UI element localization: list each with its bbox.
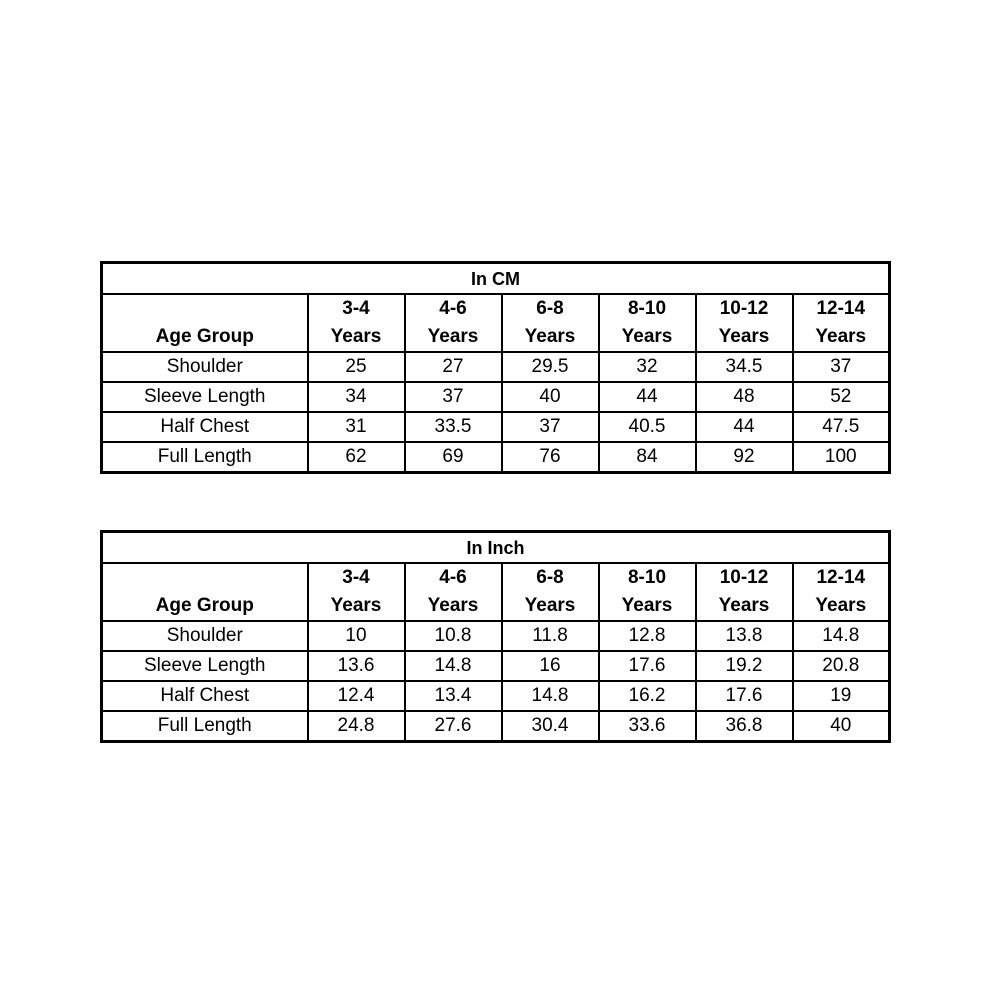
table-cell: 24.8 bbox=[308, 711, 405, 742]
table-cell: 16 bbox=[502, 651, 599, 681]
table-cell: 17.6 bbox=[696, 681, 793, 711]
column-header bbox=[502, 294, 599, 352]
column-header bbox=[696, 563, 793, 621]
table-cell: 27 bbox=[405, 352, 502, 382]
age-range: 4-6 bbox=[439, 298, 467, 319]
table-cell: 13.6 bbox=[308, 651, 405, 681]
age-unit: Years bbox=[815, 326, 867, 347]
table-cell: 29.5 bbox=[502, 352, 599, 382]
column-header bbox=[308, 563, 405, 621]
table-cell: 14.8 bbox=[502, 681, 599, 711]
age-unit: Years bbox=[330, 595, 382, 616]
table-row bbox=[102, 681, 890, 711]
table-cell: 33.6 bbox=[599, 711, 696, 742]
age-unit: Years bbox=[524, 326, 576, 347]
column-header bbox=[502, 563, 599, 621]
table-cell: 52 bbox=[793, 382, 890, 412]
column-header bbox=[599, 294, 696, 352]
header-row bbox=[102, 294, 890, 352]
table-cell: 40.5 bbox=[599, 412, 696, 442]
table-cell: 34 bbox=[308, 382, 405, 412]
table-cell: 13.8 bbox=[696, 621, 793, 651]
table-title: In Inch bbox=[102, 532, 890, 564]
row-label: Half Chest bbox=[102, 681, 308, 711]
column-header bbox=[793, 563, 890, 621]
age-range: 10-12 bbox=[719, 298, 769, 319]
header-row bbox=[102, 563, 890, 621]
age-unit: Years bbox=[330, 326, 382, 347]
column-header bbox=[308, 294, 405, 352]
row-header-label: Age Group bbox=[102, 294, 308, 352]
age-unit: Years bbox=[524, 595, 576, 616]
age-range: 12-14 bbox=[816, 567, 866, 588]
table-row bbox=[102, 621, 890, 651]
table-cell: 16.2 bbox=[599, 681, 696, 711]
table-row bbox=[102, 651, 890, 681]
table-row bbox=[102, 352, 890, 382]
table-cell: 76 bbox=[502, 442, 599, 473]
table-cell: 44 bbox=[696, 412, 793, 442]
table-cell: 19 bbox=[793, 681, 890, 711]
column-header bbox=[696, 294, 793, 352]
table-cell: 33.5 bbox=[405, 412, 502, 442]
age-range: 6-8 bbox=[536, 567, 564, 588]
table-row bbox=[102, 382, 890, 412]
age-unit: Years bbox=[718, 595, 770, 616]
table-cell: 48 bbox=[696, 382, 793, 412]
column-header bbox=[793, 294, 890, 352]
column-header bbox=[405, 294, 502, 352]
table-cell: 92 bbox=[696, 442, 793, 473]
table-cell: 47.5 bbox=[793, 412, 890, 442]
age-unit: Years bbox=[718, 326, 770, 347]
table-cell: 27.6 bbox=[405, 711, 502, 742]
table-cell: 25 bbox=[308, 352, 405, 382]
table-cell: 36.8 bbox=[696, 711, 793, 742]
age-range: 3-4 bbox=[342, 567, 370, 588]
table-cell: 12.4 bbox=[308, 681, 405, 711]
size-chart-table-inch bbox=[100, 530, 891, 743]
age-range: 4-6 bbox=[439, 567, 467, 588]
table-cell: 40 bbox=[793, 711, 890, 742]
age-range: 8-10 bbox=[627, 567, 667, 588]
row-label: Sleeve Length bbox=[102, 382, 308, 412]
column-header bbox=[405, 563, 502, 621]
table-cell: 44 bbox=[599, 382, 696, 412]
row-label: Full Length bbox=[102, 442, 308, 473]
age-unit: Years bbox=[427, 595, 479, 616]
table-row bbox=[102, 711, 890, 742]
table-cell: 34.5 bbox=[696, 352, 793, 382]
age-unit: Years bbox=[621, 595, 673, 616]
row-label: Shoulder bbox=[102, 621, 308, 651]
table-cell: 19.2 bbox=[696, 651, 793, 681]
table-cell: 100 bbox=[793, 442, 890, 473]
table-row bbox=[102, 412, 890, 442]
table-cell: 30.4 bbox=[502, 711, 599, 742]
table-cell: 14.8 bbox=[405, 651, 502, 681]
table-cell: 32 bbox=[599, 352, 696, 382]
age-range: 10-12 bbox=[719, 567, 769, 588]
size-chart-table-cm bbox=[100, 261, 891, 474]
age-unit: Years bbox=[427, 326, 479, 347]
table-cell: 37 bbox=[405, 382, 502, 412]
table-cell: 37 bbox=[502, 412, 599, 442]
row-header-label: Age Group bbox=[102, 563, 308, 621]
age-range: 12-14 bbox=[816, 298, 866, 319]
age-range: 3-4 bbox=[342, 298, 370, 319]
age-unit: Years bbox=[621, 326, 673, 347]
table-cell: 14.8 bbox=[793, 621, 890, 651]
table-cell: 40 bbox=[502, 382, 599, 412]
table-cell: 12.8 bbox=[599, 621, 696, 651]
table-cell: 10 bbox=[308, 621, 405, 651]
table-cell: 10.8 bbox=[405, 621, 502, 651]
table-cell: 13.4 bbox=[405, 681, 502, 711]
row-label: Shoulder bbox=[102, 352, 308, 382]
table-cell: 37 bbox=[793, 352, 890, 382]
table-cell: 17.6 bbox=[599, 651, 696, 681]
table-title: In CM bbox=[102, 263, 890, 295]
age-range: 8-10 bbox=[627, 298, 667, 319]
table-cell: 20.8 bbox=[793, 651, 890, 681]
table-cell: 31 bbox=[308, 412, 405, 442]
table-cell: 11.8 bbox=[502, 621, 599, 651]
column-header bbox=[599, 563, 696, 621]
row-label: Full Length bbox=[102, 711, 308, 742]
table-cell: 62 bbox=[308, 442, 405, 473]
age-range: 6-8 bbox=[536, 298, 564, 319]
row-label: Half Chest bbox=[102, 412, 308, 442]
table-row bbox=[102, 442, 890, 473]
table-cell: 84 bbox=[599, 442, 696, 473]
age-unit: Years bbox=[815, 595, 867, 616]
row-label: Sleeve Length bbox=[102, 651, 308, 681]
table-cell: 69 bbox=[405, 442, 502, 473]
